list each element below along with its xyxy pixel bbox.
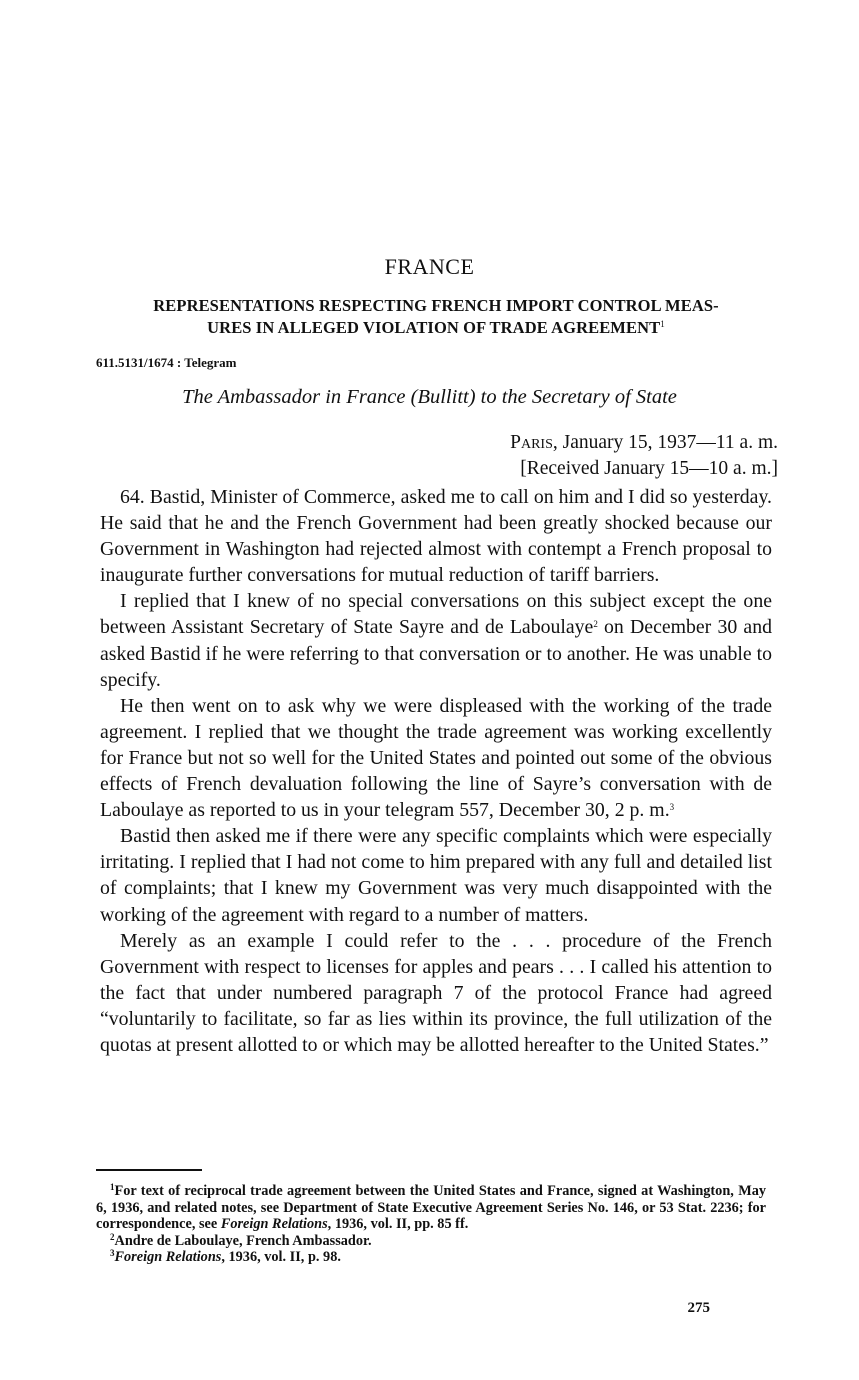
- footnote-2-number: 2: [110, 1231, 115, 1242]
- footnote-3-number: 3: [110, 1248, 115, 1259]
- paragraph-2-text-b: on December 30 and asked Bastid if he were referring to that conversation or to another. He was unable to specify.: [100, 616, 772, 691]
- paragraph-2: [100, 588, 772, 692]
- country-title: FRANCE: [384, 254, 475, 279]
- heading-part-2: ) to the Secretary of State: [468, 386, 677, 408]
- subject-footnote-ref: 1: [660, 319, 665, 329]
- paragraph-2-text-a: I replied that I knew of no special conversations on this subject except the one between Assistant Secretary of State Sayre and de Laboulaye: [100, 590, 772, 639]
- document-heading: [0, 386, 859, 409]
- heading-part-1: The Ambassador in France (: [182, 386, 418, 408]
- footnote-3-italic: Foreign Relations: [114, 1249, 222, 1266]
- paragraph-2-footnote-ref: 2: [593, 619, 598, 630]
- dateline-date: , January 15, 1937—11 a. m.: [552, 432, 778, 453]
- footnote-1-text: For text of reciprocal trade agreement between the United States and France, signed at Washington, May 6, 1936, and related notes, see Department of State Executive Agreement Series No. 146, or 53 Stat. 2236; for correspondence, see: [96, 1183, 766, 1233]
- footnote-1-italic: Foreign Relations: [220, 1216, 328, 1233]
- heading-name: Bullitt: [417, 386, 469, 408]
- footnote-divider: [96, 1169, 202, 1171]
- paragraph-5: Merely as an example I could refer to the . . . procedure of the French Government with respect to licenses for apples and pears . . . I called his attention to the fact that under numbered paragraph 7 of the protocol France had agreed “voluntarily to facilitate, so far as lies within its province, the full utilization of the quotas at present allotted to or which may be allotted hereafter to the United States.”: [100, 929, 772, 1056]
- subject-line-2: URES IN ALLEGED VIOLATION OF TRADE AGREEMENT: [207, 318, 661, 337]
- page-number: 275: [687, 1300, 710, 1316]
- paragraph-3: [100, 693, 772, 823]
- file-reference: 611.5131/1674 : Telegram: [96, 355, 237, 370]
- footnote-1: [96, 1183, 766, 1233]
- telegram-body: [100, 484, 772, 1058]
- footnotes: [96, 1183, 766, 1266]
- subject-heading: [100, 295, 772, 339]
- dateline-received: [Received January 15—10 a. m.]: [520, 458, 778, 479]
- paragraph-3-footnote-ref: 3: [669, 802, 675, 813]
- footnote-2-text: Andre de Laboulaye, French Ambassador.: [114, 1232, 372, 1249]
- paragraph-4: Bastid then asked me if there were any specific complaints which were especially irritating. I replied that I had not come to him prepared with any full and detailed list of complaints; that I knew my Government was very much disappointed with the working of the agreement with regard to a number of matters.: [100, 825, 772, 926]
- paragraph-3-text: He then went on to ask why we were displeased with the working of the trade agreement. I replied that we thought the trade agreement was working excellently for France but not so well for the United States and pointed out some of the obvious effects of French devaluation following the line of Sayre’s conversation with de Laboulaye as reported to us in your telegram 557, December 30, 2 p. m.: [100, 694, 772, 822]
- dateline-place: Paris: [510, 432, 553, 453]
- dateline-sent: [380, 430, 778, 456]
- footnote-1-number: 1: [110, 1182, 115, 1192]
- footnote-3: [96, 1249, 766, 1266]
- paragraph-1: 64. Bastid, Minister of Commerce, asked me to call on him and I did so yesterday. He said that he and the French Government had been greatly shocked because our Government in Washington had rejected almost with contempt a French proposal to inaugurate further conversations for mutual reduction of tariff barriers.: [100, 486, 772, 587]
- footnote-2: [96, 1233, 766, 1250]
- footnote-1-tail: , 1936, vol. II, pp. 85 ff.: [327, 1216, 469, 1233]
- subject-line-1: REPRESENTATIONS RESPECTING FRENCH IMPORT CONTROL MEAS-: [153, 296, 719, 315]
- dateline: [380, 430, 778, 482]
- footnote-3-tail: , 1936, vol. II, p. 98.: [221, 1249, 341, 1266]
